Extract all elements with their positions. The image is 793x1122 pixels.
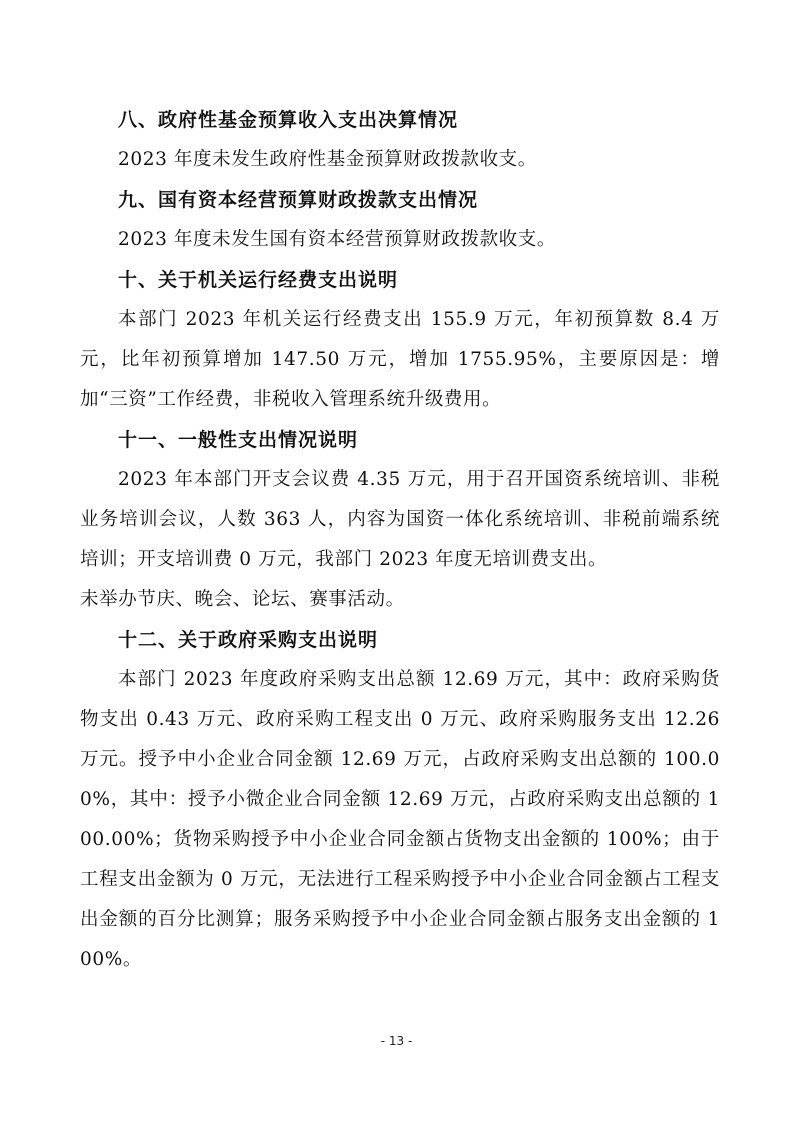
section-body-11: 2023 年本部门开支会议费 4.35 万元，用于召开国资系统培训、非税业务培训会议，人数 363 人，内容为国资一体化系统培训、非税前端系统培训；开支培训费 0 万元，我部门 2023 年度无培训费支出。 <box>80 469 720 570</box>
section-heading-12: 十二、关于政府采购支出说明 <box>118 629 379 651</box>
section-heading-9: 九、国有资本经营预算财政拨款支出情况 <box>118 189 479 211</box>
section-heading-11: 十一、一般性支出情况说明 <box>118 429 359 451</box>
section-body-11-note: 未举办节庆、晚会、论坛、赛事活动。 <box>80 589 405 610</box>
section-heading-10: 十、关于机关运行经费支出说明 <box>118 269 399 291</box>
page-number: - 13 - <box>380 1034 413 1048</box>
section-body-12: 本部门 2023 年度政府采购支出总额 12.69 万元，其中：政府采购货物支出 0.43 万元、政府采购工程支出 0 万元、政府采购服务支出 12.26 万元。授予中小企业合同金额 12.69 万元，占政府采购支出总额的 100.00%，其中：授予小微企业合同金额 12.69 万元，占政府采购支出总额的 100.00%；货物采购授予中小企业合同金额占货物支出金额的 100%；由于工程支出金额为 0 万元，无法进行工程采购授予中小企业合同金额占工程支出金额的百分比测算；服务采购授予中小企业合同金额占服务支出金额的 100%。 <box>80 669 720 970</box>
section-body-10: 本部门 2023 年机关运行经费支出 155.9 万元，年初预算数 8.4 万元，比年初预算增加 147.50 万元，增加 1755.95%，主要原因是：增加“三资”工作经费，非税收入管理系统升级费用。 <box>80 309 720 410</box>
page-content <box>80 100 720 980</box>
section-body-9: 2023 年度未发生国有资本经营预算财政拨款收支。 <box>118 229 556 250</box>
section-body-8: 2023 年度未发生政府性基金预算财政拨款收支。 <box>118 149 537 170</box>
section-heading-8: 八、政府性基金预算收入支出决算情况 <box>118 109 459 131</box>
